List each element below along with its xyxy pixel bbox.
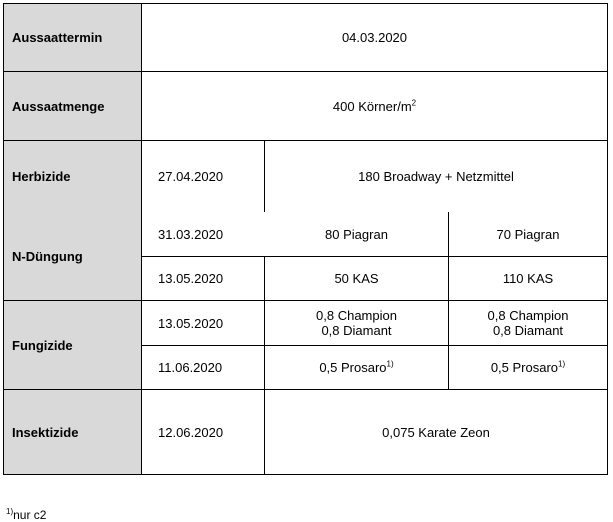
herbizide-date: 27.04.2020 bbox=[158, 169, 224, 184]
table-border-bottom bbox=[4, 474, 608, 475]
fungizide-date-1: 13.05.2020 bbox=[158, 315, 224, 331]
fungizide-date-2: 11.06.2020 bbox=[158, 360, 223, 375]
column-divider bbox=[264, 140, 265, 212]
row-divider bbox=[142, 345, 608, 346]
insektizide-date: 12.06.2020 bbox=[158, 424, 224, 440]
row-divider bbox=[142, 256, 608, 257]
fungizide-c2-2: 0,5 Prosaro$^{1)}$ bbox=[490, 359, 566, 375]
label-n-duengung: N-Düngung bbox=[4, 212, 141, 300]
label-aussaatmenge: Aussaatmenge bbox=[4, 72, 141, 140]
column-divider bbox=[141, 3, 142, 475]
n-duengung-date-1: 31.03.2020 bbox=[158, 226, 224, 242]
column-divider bbox=[264, 256, 265, 475]
column-divider bbox=[448, 212, 449, 390]
row-divider bbox=[4, 140, 608, 141]
aussaattermin-value: 04.03.2020 bbox=[341, 30, 408, 45]
n-duengung-date-2: 13.05.2020 bbox=[158, 271, 224, 286]
label-aussaattermin: Aussaattermin bbox=[4, 4, 141, 71]
table-border-right bbox=[607, 3, 608, 475]
label-insektizide: Insektizide bbox=[4, 390, 141, 474]
footnote: $^{1)}$nur c2 bbox=[6, 507, 47, 522]
n-duengung-c1-1: 80 Piagran bbox=[325, 226, 388, 242]
n-duengung-c1-2: 50 KAS bbox=[334, 271, 379, 286]
fungizide-c1-2: 0,5 Prosaro$^{1)}$ bbox=[319, 359, 394, 375]
table-border-left bbox=[3, 3, 4, 475]
n-duengung-c2-1: 70 Piagran bbox=[496, 226, 560, 242]
n-duengung-c2-2: 110 KAS bbox=[502, 271, 554, 286]
row-divider bbox=[4, 71, 608, 72]
table-border-top bbox=[4, 3, 608, 4]
herbizide-value: 180 Broadway + Netzmittel bbox=[358, 169, 514, 184]
label-herbizide: Herbizide bbox=[4, 141, 141, 212]
fungizide-c1-1: 0,8 Champion 0,8 Diamant bbox=[316, 308, 397, 338]
insektizide-value: 0,075 Karate Zeon bbox=[382, 424, 490, 440]
row-divider bbox=[4, 389, 608, 390]
aussaatmenge-value: 400 Körner/$m^2$ bbox=[332, 98, 417, 114]
label-fungizide: Fungizide bbox=[4, 301, 141, 389]
fungizide-c2-1: 0,8 Champion 0,8 Diamant bbox=[487, 308, 569, 338]
row-divider bbox=[4, 300, 608, 301]
